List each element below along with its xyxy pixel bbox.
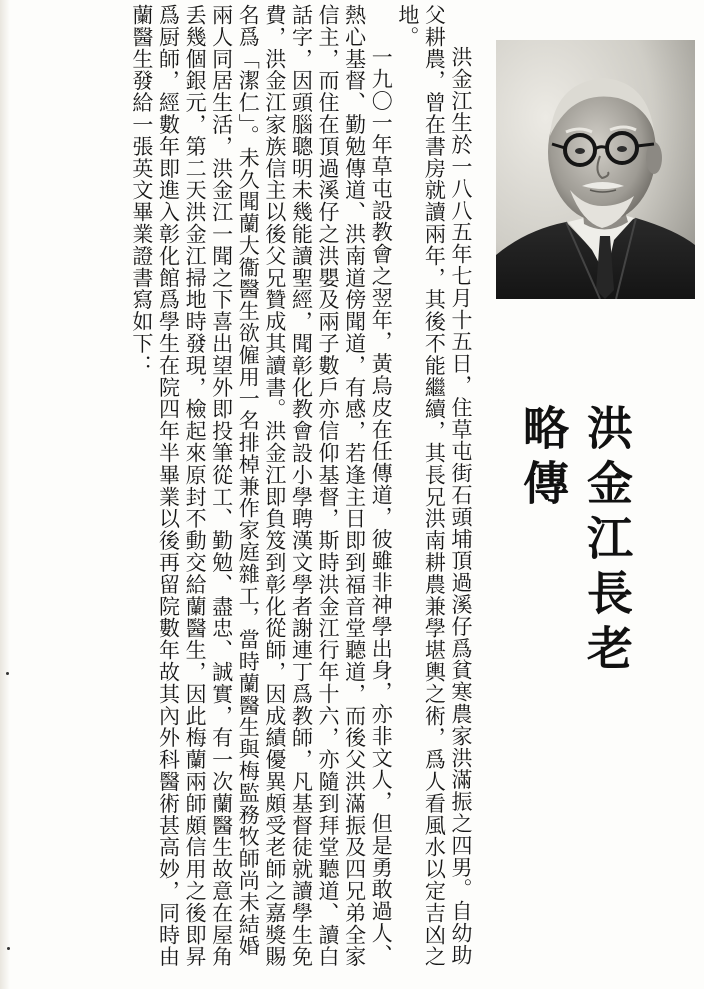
print-speck bbox=[6, 672, 9, 675]
portrait-photo-icon bbox=[496, 40, 695, 299]
print-speck bbox=[7, 947, 10, 950]
page-title: 洪金江長老略傳 bbox=[516, 404, 634, 679]
page-edge-shadow bbox=[0, 0, 10, 989]
article-body bbox=[18, 4, 474, 976]
paragraph-2: 一九〇一年草屯設教會之翌年，黃烏皮在任傳道，彼雖非神學出身，亦非文人，但是勇敢過人、熱心基督、勤勉傳道、洪南道傍聞道，有感，若逢主日即到福音堂聽道，而後父洪滿振及四兄弟全家信主，而住在頂過溪仔之洪嬰及兩子數戶亦信仰基督，斯時洪金江行年十六，亦隨到拜堂聽道、讀白話字，因頭腦聰明未幾能讀聖經，聞彰化教會設小學聘漢文學者謝連丁爲教師，凡基督徒就讀學生免費，洪金江家族信主以後父兄贊成其讀書。洪金江即負笈到彰化從師，因成績優異頗受老師之嘉獎賜名爲「潔仁」。未久聞蘭大衞醫生欲僱用一名排棹兼作家庭雜工，當時蘭醫生與梅監務牧師尚未結婚兩人同居生活，洪金江一聞之下喜出望外即投筆從工、勤勉、盡忠、誠實，有一次蘭醫生故意在屋角丢幾個銀元，第二天洪金江掃地時發現，檢起來原封不動交給蘭醫生，因此梅蘭兩師頗信用之後即昇爲厨師，經數年即進入彰化館爲學生在院四年半畢業以後再留院數年故其內外科醫術甚高妙，同時由蘭醫生發給一張英文畢業證書寫如下： bbox=[129, 4, 394, 968]
paragraph-1: 洪金江生於一八八五年七月十五日，住草屯街石頭埔頂過溪仔爲貧寒農家洪滿振之四男。自幼助父耕農，曾在書房就讀兩年，其後不能繼續，其長兄洪南耕農兼學堪輿之術，爲人看風水以定吉凶之地。 bbox=[395, 4, 473, 968]
